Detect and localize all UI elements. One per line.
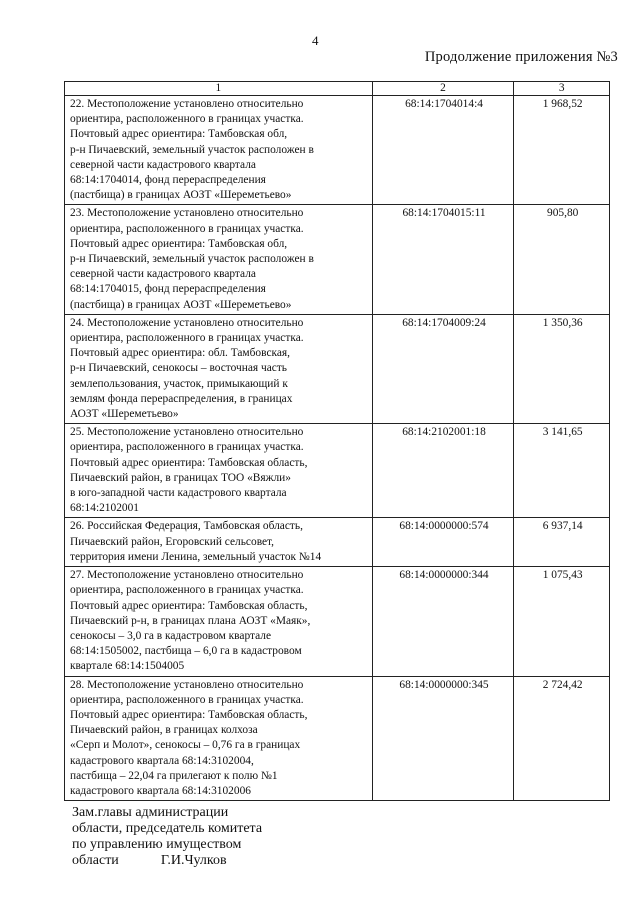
parcel-description-line: квартале 68:14:1504005: [70, 660, 185, 673]
parcel-description-cell: [65, 205, 373, 314]
page-number: 4: [312, 33, 319, 48]
parcel-description-cell: [65, 518, 373, 567]
parcel-description-cell: [65, 567, 373, 676]
parcel-description-line: кадастрового квартала 68:14:3102006: [70, 784, 251, 797]
parcel-description-line: 25. Местоположение установлено относительно: [70, 426, 304, 439]
parcel-description-line: 28. Местоположение установлено относительно: [70, 678, 304, 691]
parcel-description-line: 26. Российская Федерация, Тамбовская область,: [70, 520, 303, 533]
parcel-description-line: ориентира, расположенного в границах участка.: [70, 584, 304, 597]
area-cell: 1 968,52: [514, 96, 610, 205]
parcel-description-line: территория имени Ленина, земельный участок №14: [70, 550, 322, 563]
parcel-description-line: Почтовый адрес ориентира: Тамбовская обл,: [70, 128, 288, 141]
area-cell: 905,80: [514, 205, 610, 314]
parcel-description-line: пастбища – 22,04 га прилегают к полю №1: [70, 769, 278, 782]
cadastral-number-cell: 68:14:1704014:4: [372, 96, 514, 205]
parcel-description-line: Пичаевский район, Егоровский сельсовет,: [70, 535, 275, 548]
cadastral-number-cell: 68:14:0000000:574: [372, 518, 514, 567]
parcel-description-line: Почтовый адрес ориентира: обл. Тамбовская,: [70, 347, 291, 360]
land-parcels-table: [64, 81, 610, 801]
parcel-description-line: ориентира, расположенного в границах участка.: [70, 441, 304, 454]
parcel-description-line: р-н Пичаевский, земельный участок расположен в: [70, 253, 314, 266]
parcel-description-line: ориентира, расположенного в границах участка.: [70, 693, 304, 706]
parcel-description-line: Пичаевский район, в границах колхоза: [70, 724, 258, 737]
column-header-2: 2: [372, 82, 514, 96]
parcel-description-line: северной части кадастрового квартала: [70, 158, 256, 171]
parcel-description-cell: [65, 676, 373, 801]
parcel-description-line: АОЗТ «Шереметьево»: [70, 408, 179, 421]
parcel-description-line: 23. Местоположение установлено относительно: [70, 207, 304, 220]
signature-position-line: по управлению имуществом: [72, 837, 242, 852]
area-cell: 1 350,36: [514, 314, 610, 423]
parcel-description-cell: [65, 314, 373, 423]
parcel-description-line: Пичаевский район, в границах ТОО «Вяжли»: [70, 471, 291, 484]
table-row: [65, 96, 610, 205]
parcel-description-line: «Серп и Молот», сенокосы – 0,76 га в границах: [70, 739, 301, 752]
table-row: [65, 518, 610, 567]
parcel-description-line: 22. Местоположение установлено относительно: [70, 98, 304, 110]
signature-block: [72, 805, 262, 869]
parcel-description-line: кадастрового квартала 68:14:3102004,: [70, 754, 254, 767]
cadastral-number-cell: 68:14:1704009:24: [372, 314, 514, 423]
column-header-3: 3: [514, 82, 610, 96]
table-header-row: [65, 82, 610, 96]
parcel-description-line: 68:14:1704014, фонд перераспределения: [70, 174, 266, 187]
parcel-description-line: р-н Пичаевский, земельный участок расположен в: [70, 143, 314, 156]
parcel-description-line: ориентира, расположенного в границах участка.: [70, 113, 304, 126]
parcel-description-line: 27. Местоположение установлено относительно: [70, 569, 304, 582]
table-row: [65, 424, 610, 518]
parcel-description-line: северной части кадастрового квартала: [70, 268, 256, 281]
parcel-description-line: (пастбища) в границах АОЗТ «Шереметьево»: [70, 298, 292, 311]
column-header-1: 1: [65, 82, 373, 96]
area-cell: 3 141,65: [514, 424, 610, 518]
parcel-description-line: (пастбища) в границах АОЗТ «Шереметьево»: [70, 189, 292, 202]
parcel-description-line: 68:14:1505002, пастбища – 6,0 га в кадастровом: [70, 645, 302, 658]
parcel-description-line: 68:14:2102001: [70, 502, 139, 515]
area-cell: 2 724,42: [514, 676, 610, 801]
parcel-description-cell: [65, 96, 373, 205]
parcel-description-line: 68:14:1704015, фонд перераспределения: [70, 283, 266, 296]
parcel-description-line: сенокосы – 3,0 га в кадастровом квартале: [70, 629, 272, 642]
parcel-description-line: р-н Пичаевский, сенокосы – восточная часть: [70, 362, 288, 375]
parcel-description-line: ориентира, расположенного в границах участка.: [70, 332, 304, 345]
area-cell: 1 075,43: [514, 567, 610, 676]
cadastral-number-cell: 68:14:0000000:345: [372, 676, 514, 801]
parcel-description-line: землепользования, участок, примыкающий к: [70, 377, 288, 390]
table-row: [65, 205, 610, 314]
cadastral-number-cell: 68:14:1704015:11: [372, 205, 514, 314]
parcel-description-line: Почтовый адрес ориентира: Тамбовская область,: [70, 599, 308, 612]
parcel-description-line: в юго-западной части кадастрового квартала: [70, 487, 287, 500]
signature-position-line: Зам.главы администрации: [72, 805, 229, 820]
table-row: [65, 676, 610, 801]
signature-last-line: [72, 853, 262, 869]
parcel-description-line: Почтовый адрес ориентира: Тамбовская область,: [70, 456, 308, 469]
parcel-description-cell: [65, 424, 373, 518]
signature-position-line: области, председатель комитета: [72, 821, 263, 836]
parcel-description-line: 24. Местоположение установлено относительно: [70, 316, 304, 329]
parcel-description-line: Почтовый адрес ориентира: Тамбовская обл,: [70, 237, 288, 250]
signer-name: Г.И.Чулков: [160, 853, 227, 868]
appendix-title: Продолжение приложения №3: [424, 49, 618, 65]
parcel-description-line: ориентира, расположенного в границах участка.: [70, 222, 304, 235]
area-cell: 6 937,14: [514, 518, 610, 567]
parcel-description-line: Пичаевский р-н, в границах плана АОЗТ «Маяк»,: [70, 614, 311, 627]
parcel-description-line: землям фонда перераспределения, в границах: [70, 392, 293, 405]
signature-position-line: области: [72, 853, 119, 868]
cadastral-number-cell: 68:14:0000000:344: [372, 567, 514, 676]
cadastral-number-cell: 68:14:2102001:18: [372, 424, 514, 518]
table-row: [65, 567, 610, 676]
table-row: [65, 314, 610, 423]
parcel-description-line: Почтовый адрес ориентира: Тамбовская область,: [70, 708, 308, 721]
